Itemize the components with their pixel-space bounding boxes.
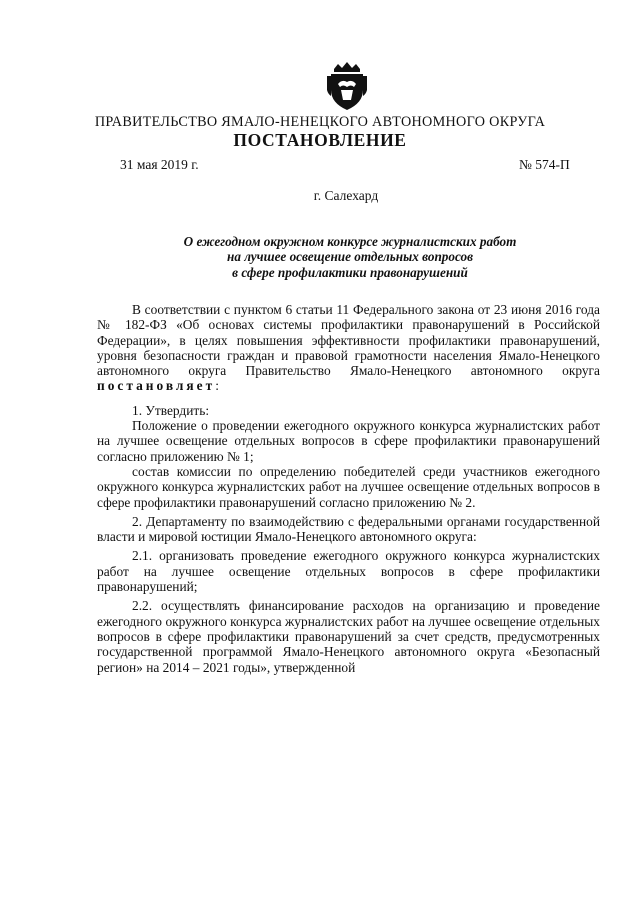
document-body: [97, 302, 600, 675]
title-line: в сфере профилактики правонарушений: [232, 264, 468, 280]
document-place: г. Салехард: [313, 188, 379, 203]
document-type: ПОСТАНОВЛЕНИЕ: [233, 130, 407, 150]
item-2-paragraph: 2. Департаменту по взаимодействию с федеральными органами государственной власти и мировой юстиции Ямало-Ненецкого автономного округа:: [97, 513, 600, 545]
document-date: 31 мая 2019 г.: [120, 157, 199, 172]
item-1-paragraph: 1. Утвердить:: [132, 402, 210, 418]
item-2-2-paragraph: 2.2. осуществлять финансирование расходов на организацию и проведение ежегодного окружного конкурса журналистских работ на лучшее освещение отдельных вопросов в сфере профилактики правонарушений за счет средств, предусмотренных государственной программой Ямало-Ненецкого автономного округа «Безопасный регион» на 2014 – 2021 годы», утвержденной: [97, 598, 600, 675]
document-number: № 574-П: [519, 157, 570, 172]
government-name: ПРАВИТЕЛЬСТВО ЯМАЛО-НЕНЕЦКОГО АВТОНОМНОГО ОКРУГА: [94, 114, 546, 130]
item-1-a-paragraph: Положение о проведении ежегодного окружного конкурса журналистских работ на лучшее освещение отдельных вопросов в сфере профилактики правонарушений согласно приложению № 1;: [97, 418, 600, 464]
preamble-text: В соответствии с пунктом 6 статьи 11 Федерального закона от 23 июня 2016 года № 182-ФЗ «Об основах системы профилактики правонарушений в Российской Федерации», в целях повышения эффективности профилактики правонарушений, уровня безопасности граждан и правовой грамотности населения Ямало-Ненецкого автономного округа Правительство Ямало-Ненецкого автономного округа: [97, 302, 600, 379]
item-2-1-paragraph: 2.1. организовать проведение ежегодного окружного конкурса журналистских работ на лучшее освещение отдельных вопросов в сфере профилактики правонарушений;: [97, 548, 600, 595]
decree-colon: :: [215, 378, 219, 394]
title-line: О ежегодном окружном конкурсе журналистских работ: [183, 234, 517, 249]
title-line: на лучшее освещение отдельных вопросов: [227, 249, 473, 265]
decree-word: постановляет: [97, 378, 216, 394]
item-1-b-paragraph: состав комиссии по определению победителей среди участников ежегодного окружного конкурса журналистских работ на лучшее освещение отдельных вопросов в сфере профилактики правонарушений согласно приложению № 2.: [97, 463, 600, 510]
preamble-paragraph: [97, 302, 600, 394]
document-title: [120, 234, 580, 280]
coat-of-arms-emblem: [318, 60, 376, 112]
